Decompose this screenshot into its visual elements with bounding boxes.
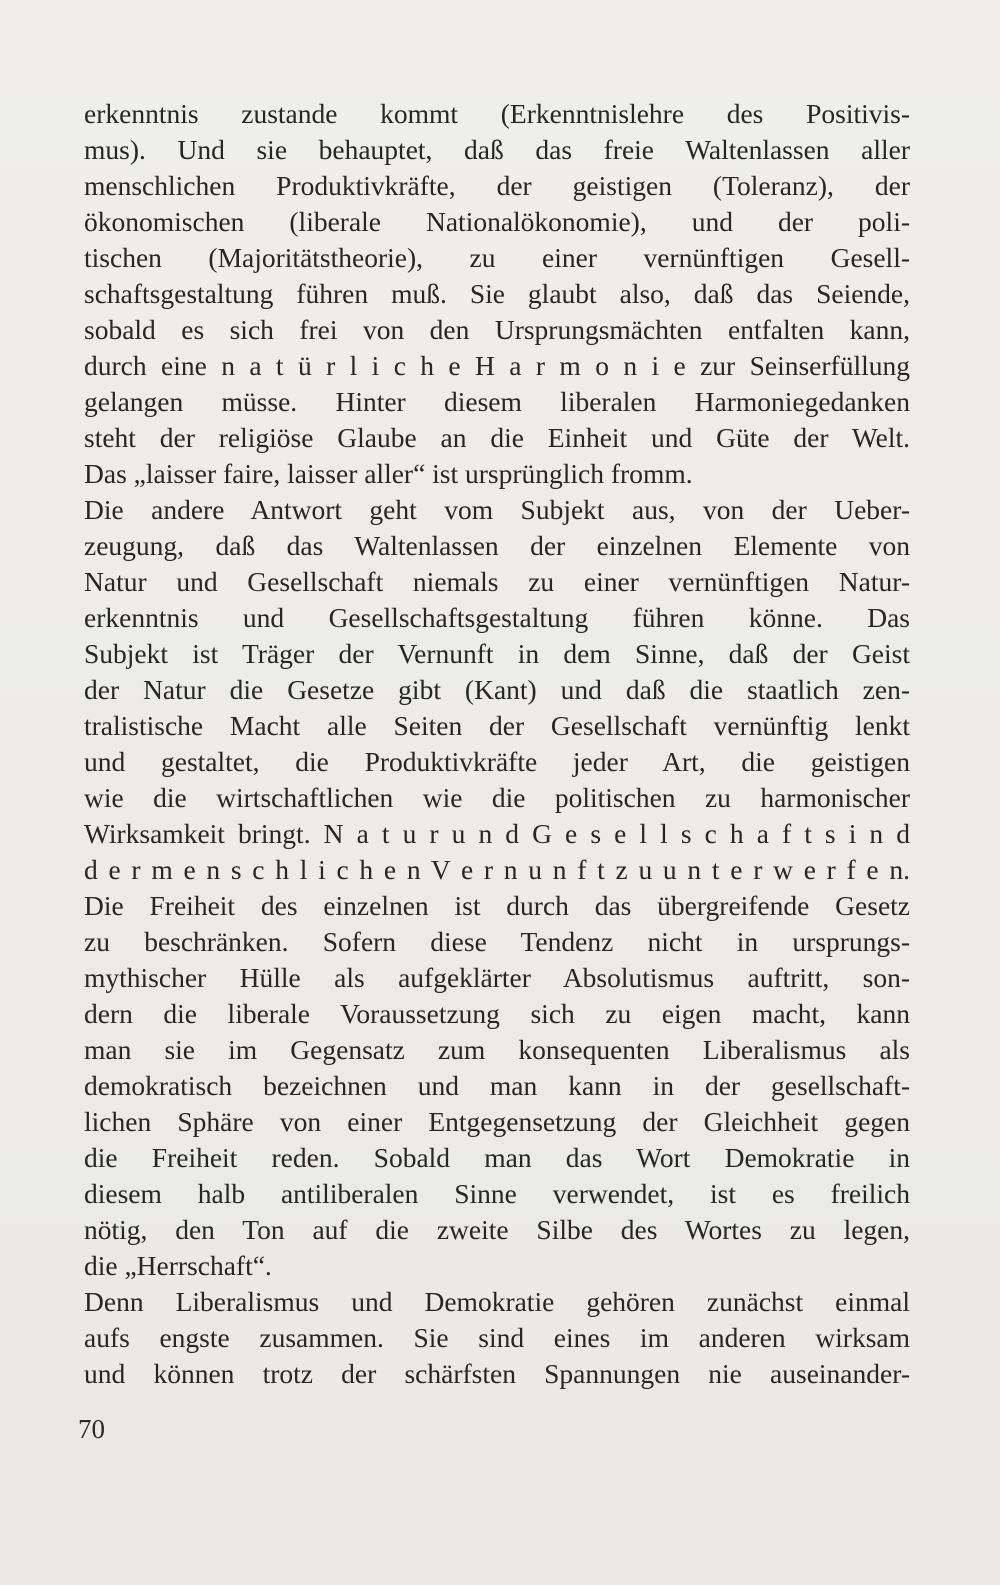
- text-line: Wirksamkeit bringt. N a t u r u n d G e s e l l s c h a f t s i n d: [84, 818, 910, 849]
- text-line: Die andere Antwort geht vom Subjekt aus, von der Ueber-: [84, 494, 910, 525]
- text-line: mus). Und sie behauptet, daß das freie Waltenlassen aller: [84, 134, 910, 165]
- text-line: lichen Sphäre von einer Entgegensetzung der Gleichheit gegen: [84, 1106, 910, 1137]
- text-line: wie die wirtschaftlichen wie die politischen zu harmonischer: [84, 782, 910, 813]
- text-line: tralistische Macht alle Seiten der Gesellschaft vernünftig lenkt: [84, 710, 910, 741]
- text-line: Natur und Gesellschaft niemals zu einer vernünftigen Natur-: [84, 566, 910, 597]
- text-line: sobald es sich frei von den Ursprungsmächten entfalten kann,: [84, 314, 910, 345]
- text-line: Subjekt ist Träger der Vernunft in dem Sinne, daß der Geist: [84, 638, 910, 669]
- text-line: die „Herrschaft“.: [84, 1250, 272, 1281]
- text-line: mythischer Hülle als aufgeklärter Absolutismus auftritt, son-: [84, 962, 910, 993]
- page-number: 70: [78, 1414, 105, 1444]
- text-line: man sie im Gegensatz zum konsequenten Liberalismus als: [84, 1034, 910, 1065]
- text-line: nötig, den Ton auf die zweite Silbe des Wortes zu legen,: [84, 1214, 910, 1245]
- text-line: gelangen müsse. Hinter diesem liberalen Harmoniegedanken: [84, 386, 910, 417]
- text-line: erkenntnis und Gesellschaftsgestaltung führen könne. Das: [84, 602, 910, 633]
- text-line: demokratisch bezeichnen und man kann in der gesellschaft-: [84, 1070, 910, 1101]
- text-line: Denn Liberalismus und Demokratie gehören zunächst einmal: [84, 1286, 910, 1317]
- text-line: steht der religiöse Glaube an die Einheit und Güte der Welt.: [84, 422, 910, 453]
- body-text: [84, 96, 910, 1392]
- text-line: Die Freiheit des einzelnen ist durch das übergreifende Gesetz: [84, 890, 910, 921]
- text-line: ökonomischen (liberale Nationalökonomie), und der poli-: [84, 206, 910, 237]
- text-line: diesem halb antiliberalen Sinne verwendet, ist es freilich: [84, 1178, 910, 1209]
- text-line: schaftsgestaltung führen muß. Sie glaubt also, daß das Seiende,: [84, 278, 910, 309]
- text-line: durch eine n a t ü r l i c h e H a r m o n i e zur Seinserfüllung: [84, 350, 910, 381]
- text-line: menschlichen Produktivkräfte, der geistigen (Toleranz), der: [84, 170, 910, 201]
- text-line: und können trotz der schärfsten Spannungen nie auseinander-: [84, 1358, 910, 1389]
- text-line: zu beschränken. Sofern diese Tendenz nicht in ursprungs-: [84, 926, 910, 957]
- text-line: zeugung, daß das Waltenlassen der einzelnen Elemente von: [84, 530, 910, 561]
- text-line: dern die liberale Voraussetzung sich zu eigen macht, kann: [84, 998, 910, 1029]
- text-line: erkenntnis zustande kommt (Erkenntnislehre des Positivis-: [84, 98, 910, 129]
- text-line: d e r m e n s c h l i c h e n V e r n u n f t z u u n t e r w e r f e n.: [84, 854, 910, 885]
- text-line: die Freiheit reden. Sobald man das Wort Demokratie in: [84, 1142, 910, 1173]
- text-line: tischen (Majoritätstheorie), zu einer vernünftigen Gesell-: [84, 242, 910, 273]
- text-line: und gestaltet, die Produktivkräfte jeder Art, die geistigen: [84, 746, 910, 777]
- text-line: der Natur die Gesetze gibt (Kant) und daß die staatlich zen-: [84, 674, 910, 705]
- text-line: aufs engste zusammen. Sie sind eines im anderen wirksam: [84, 1322, 910, 1353]
- text-line: Das „laisser faire, laisser aller“ ist ursprünglich fromm.: [84, 458, 693, 489]
